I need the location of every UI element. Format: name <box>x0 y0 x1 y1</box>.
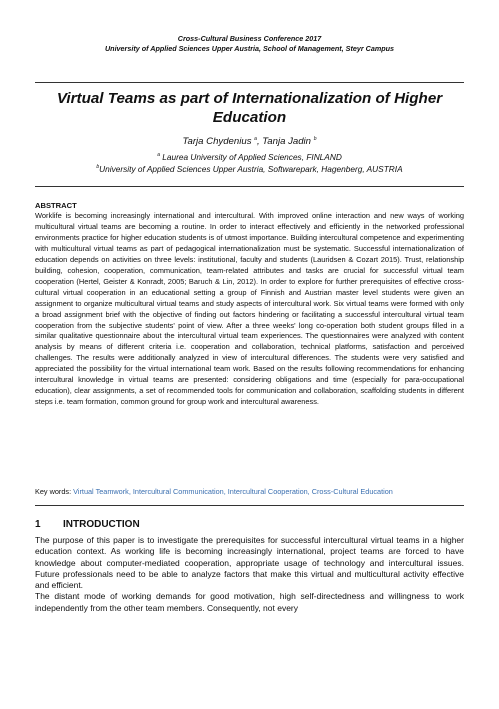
keywords-value: Virtual Teamwork, Intercultural Communication, Intercultural Cooperation, Cross-Cultural Education <box>73 487 393 496</box>
author-line <box>0 136 499 148</box>
affiliation-line <box>0 152 499 163</box>
affiliation-text: University of Applied Sciences Upper Austria, Softwarepark, Hagenberg, AUSTRIA <box>99 164 403 174</box>
author-name: Tarja Chydenius <box>182 136 252 147</box>
keywords-divider <box>35 505 464 506</box>
section-number: 1 <box>35 519 41 530</box>
paragraph: The distant mode of working demands for good motivation, high self-directedness and willingness to work independently from the other team members. Consequently, not every <box>35 591 464 613</box>
keywords-label: Key words: <box>35 487 74 496</box>
author-name: Tanja Jadin <box>262 136 312 147</box>
section-heading <box>35 519 140 531</box>
author-affiliation-mark: a <box>254 135 257 142</box>
conference-venue: University of Applied Sciences Upper Austria, School of Management, Steyr Campus <box>104 44 395 53</box>
header-divider <box>35 82 464 83</box>
affiliation-line <box>0 164 499 175</box>
affiliation-mark: b <box>96 164 100 171</box>
abstract-text: Worklife is becoming increasingly international and intercultural. With improved online interaction and new ways of working multicultural virtual teams are becoming a routine. In order to interact effectively and efficiently in the networked professional environments practice for higher education students is of utmost importance. Building intercultural competence and experimenting with multicultural virtual teams as part of pedagogical internationalization must be systematic. Successful internationalization of education depends on activities on three levels: institutional, faculty and students (Lauridsen & Cozart 2015). Trust, relationship building, cohesion, cooperation, communication, team-related attributes and tasks are crucial for successful virtual team cooperation (Hertel, Geister & Konradt, 2005; Baruch & Lin, 2012). In order to explore for further prerequisites of effective cross-cultural virtual cooperation in an educational setting a group of Finnish and Austrian master level students were given an assignment to organize multicultural virtual teams and study aspects of intercultural work. Six virtual teams were formed with only a broad assignment brief with the objective of finding out factors hindering or facilitating a successful intercultural virtual team cooperation from the subjective students' point of view. After a three weeks' long co-operation both student groups filled in a similar qualitative questionnaire about the intercultural virtual team experiences. The questionnaires were analyzed with content analysis by means of different criteria i.e. cooperation and collaboration, technical platforms, satisfaction and perceived challenges. The results were additionally analyzed in view of intercultural differences. The students were very satisfied and appreciated the possibility for the virtual international team work. Based on the results following recommendations for enhancing intercultural knowledge in virtual teams are presented: considering obligations and time (especially for para-occupational education), clear assignments, a set of recommended tools for communication and collaboration, scaffolding students in different steps i.e. team formation, common ground for group work and intercultural awareness. <box>35 211 464 407</box>
keywords-line <box>35 487 464 497</box>
author-affiliation-mark: b <box>313 135 317 142</box>
conference-name: Cross-Cultural Business Conference 2017 <box>177 34 322 43</box>
author-separator: , <box>256 136 263 147</box>
introduction-body <box>35 535 464 614</box>
conference-header <box>0 34 499 54</box>
section-title: INTRODUCTION <box>63 519 140 530</box>
paper-title: Virtual Teams as part of Internationalization of Higher Education <box>56 90 443 126</box>
affiliation-text: Laurea University of Applied Sciences, FINLAND <box>159 152 342 162</box>
paragraph: The purpose of this paper is to investigate the prerequisites for successful intercultural virtual teams in a higher education context. As working life is becoming increasingly international, project teams are forced to have knowledge about computer-mediated cooperation, appropriate usage of technology and intercultural issues. Future professionals need to be able to analyze factors that make this virtual and multicultural activity effective and efficient. <box>35 535 464 591</box>
abstract-divider <box>35 186 464 187</box>
affiliation-mark: a <box>157 152 160 159</box>
abstract-heading: ABSTRACT <box>35 201 77 210</box>
